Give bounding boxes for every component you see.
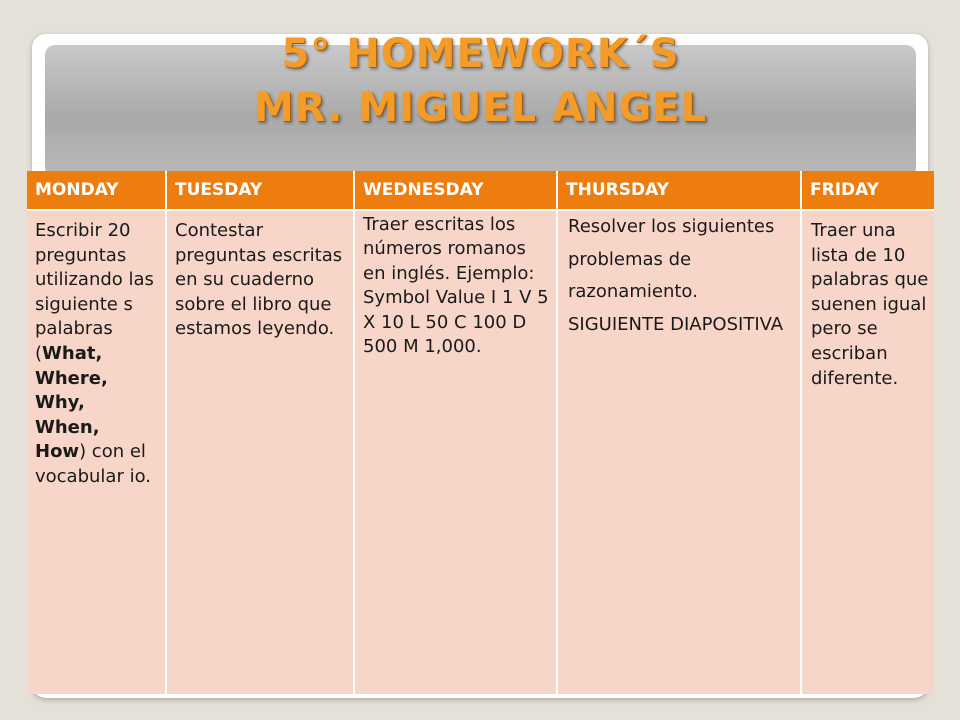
thursday-task: Resolver los siguientes problemas de razonamiento. SIGUIENTE DIAPOSITIVA — [568, 216, 784, 335]
friday-task: Traer una lista de 10 palabras que suenen igual pero se escriban diferente. — [811, 220, 929, 389]
header-thursday: THURSDAY — [557, 171, 801, 210]
wednesday-task: Traer escritas los números romanos en inglés. Ejemplo: Symbol Value I 1 V 5 X 10 L 50 C 100 D 500 M 1,000. — [363, 214, 549, 358]
slide-title-line-2: MR. MIGUEL ANGEL — [253, 85, 708, 131]
header-tuesday: TUESDAY — [166, 171, 354, 210]
monday-task — [27, 211, 165, 490]
header-row — [27, 171, 934, 210]
slide-title-line-1: 5° HOMEWORK´S — [281, 31, 680, 77]
word-how: How — [35, 441, 80, 463]
tuesday-task: Contestar preguntas escritas en su cuaderno sobre el libro que estamos leyendo. — [175, 220, 343, 340]
word-where: Where, — [35, 367, 108, 389]
monday-task-suffix: ) con el vocabular io. — [35, 441, 151, 487]
cell-thursday — [557, 210, 801, 694]
cell-wednesday — [354, 210, 557, 694]
cell-tuesday — [166, 210, 354, 694]
word-what: What, — [42, 342, 103, 364]
header-wednesday: WEDNESDAY — [354, 171, 557, 210]
homework-table — [27, 171, 934, 694]
word-why: Why, — [35, 392, 85, 414]
header-friday: FRIDAY — [801, 171, 934, 210]
homework-row — [27, 210, 934, 694]
word-when: When, — [35, 416, 100, 438]
header-monday: MONDAY — [27, 171, 166, 210]
monday-task-prefix: Escribir 20 preguntas utilizando las siguiente s palabras ( — [35, 220, 154, 364]
cell-friday — [801, 210, 934, 694]
cell-monday — [27, 210, 166, 694]
